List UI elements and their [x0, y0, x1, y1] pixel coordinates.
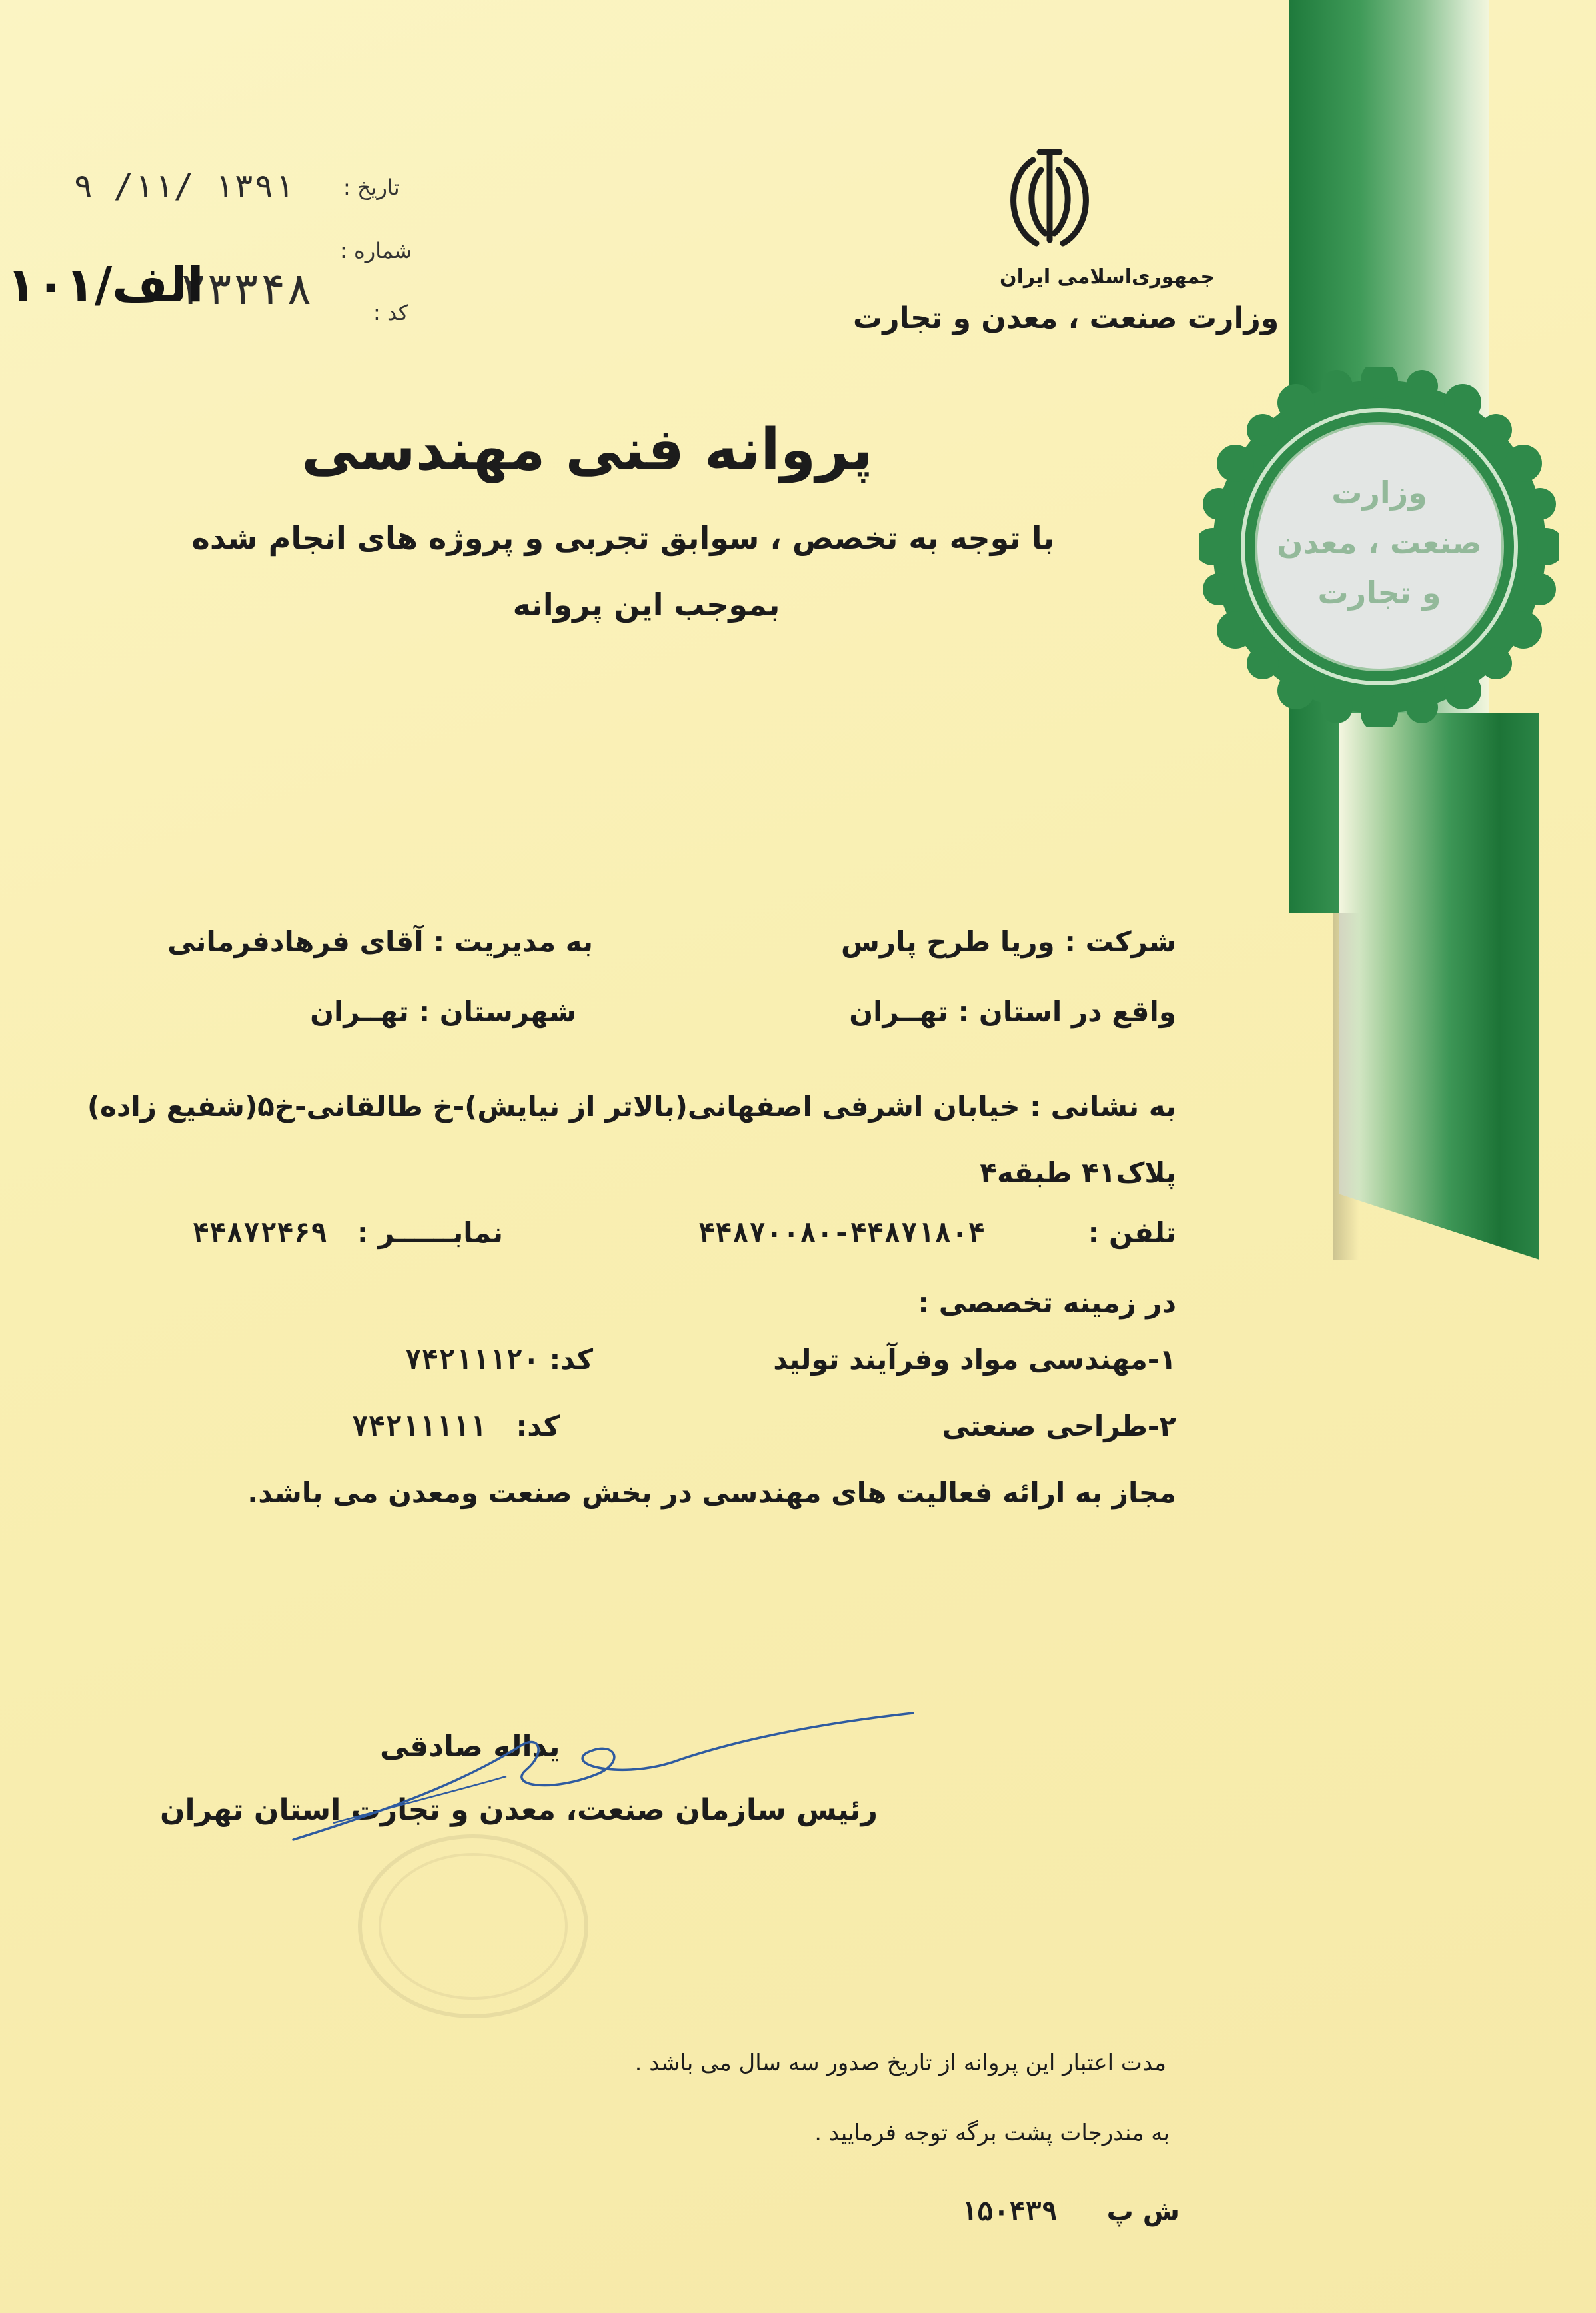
specialty-item-1-code-label: کد:	[549, 1343, 593, 1376]
date-label: تاریخ :	[343, 175, 400, 200]
number-value: ۲۳۳۴۸	[180, 263, 313, 315]
specialty-item-1-code-value: ۷۴۲۱۱۱۲۰	[404, 1343, 540, 1376]
specialty-item-1-name: ۱-مهندسی مواد وفرآیند تولید	[773, 1343, 1176, 1376]
handwritten-signature	[253, 1706, 933, 1860]
phone-value: ۴۴۸۷۱۸۰۴-۴۴۸۷۰۰۸۰	[698, 1216, 986, 1249]
number-label: شماره :	[340, 238, 412, 263]
serial-row	[961, 2196, 1180, 2227]
seal-line-3: و تجارت	[1317, 575, 1441, 611]
phone-label: تلفن :	[1088, 1216, 1176, 1249]
seal-line-1: وزارت	[1331, 475, 1427, 511]
date-value: ۱۳۹۱ /۱۱/ ۹	[73, 167, 295, 205]
validity-note: مدت اعتبار این پروانه از تاریخ صدور سه سال می باشد .	[634, 2050, 1166, 2076]
company-row	[841, 925, 1176, 958]
ribbon-shadow	[1333, 913, 1359, 1260]
serial-label: ش پ	[1106, 2196, 1180, 2227]
address-line-2: پلاک۴۱ طبقه۴	[980, 1156, 1176, 1189]
manager-row	[167, 925, 593, 958]
code-label: کد :	[373, 300, 408, 325]
subtitle-line-1: با توجه به تخصص ، سوابق تجربی و پروژه های انجام شده	[191, 520, 1055, 556]
specialty-item-1-code	[405, 1343, 593, 1376]
iran-emblem-icon	[993, 140, 1106, 253]
specialty-item-2-code	[352, 1410, 560, 1442]
signer-title: رئیس سازمان صنعت، معدن و تجارت استان تهران	[160, 1793, 878, 1827]
province-value: تهــران	[849, 995, 948, 1028]
ministry-seal	[1199, 367, 1559, 727]
subtitle-line-2: بموجب این پروانه	[512, 587, 780, 623]
address-line-1: خیابان اشرفی اصفهانی(بالاتر از نیایش)-خ طالقانی-خ۵(شفیع زاده)	[87, 1090, 1020, 1123]
seal-line-2: صنعت ، معدن	[1277, 525, 1482, 561]
specialty-item-2-code-label: کد:	[516, 1410, 560, 1442]
specialty-item-2-name: ۲-طراحی صنعتی	[942, 1410, 1176, 1442]
specialty-heading: در زمینه تخصصی :	[918, 1286, 1176, 1319]
city-label: شهرستان :	[418, 995, 576, 1028]
company-label: شرکت :	[1064, 925, 1176, 958]
province-row	[849, 995, 1176, 1028]
fax-value: ۴۴۸۷۲۴۶۹	[192, 1216, 328, 1249]
specialty-item-2-code-value: ۷۴۲۱۱۱۱۱	[351, 1410, 486, 1442]
city-value: تهــران	[310, 995, 409, 1028]
company-value: وریا طرح پارس	[840, 925, 1055, 958]
republic-label: جمهوری‌اسلامی ایران	[1000, 265, 1215, 289]
phone-row	[698, 1216, 1176, 1249]
authorization-statement: مجاز به ارائه فعالیت های مهندسی در بخش صنعت ومعدن می باشد.	[247, 1476, 1176, 1509]
ministry-name: وزارت صنعت ، معدن و تجارت	[853, 301, 1279, 335]
signer-name: یداله صادقی	[380, 1730, 560, 1764]
city-row	[310, 995, 576, 1028]
manager-label: به مدیریت :	[433, 925, 593, 958]
province-label: واقع در استان :	[958, 995, 1176, 1028]
address-row	[87, 1090, 1176, 1123]
document-title: پروانه فنی مهندسی	[301, 417, 873, 483]
fax-row	[193, 1216, 503, 1249]
address-label: به نشانی :	[1030, 1090, 1176, 1123]
serial-value: ۱۵۰۴۳۹	[961, 2196, 1058, 2227]
back-page-note: به مندرجات پشت برگه توجه فرمایید .	[814, 2120, 1170, 2146]
ribbon-fold-decoration	[1339, 713, 1539, 1260]
manager-value: آقای فرهادفرمانی	[167, 925, 424, 958]
fax-label: نمابــــــر :	[357, 1216, 503, 1249]
registration-mark: الف/۱۰۱	[7, 257, 204, 313]
